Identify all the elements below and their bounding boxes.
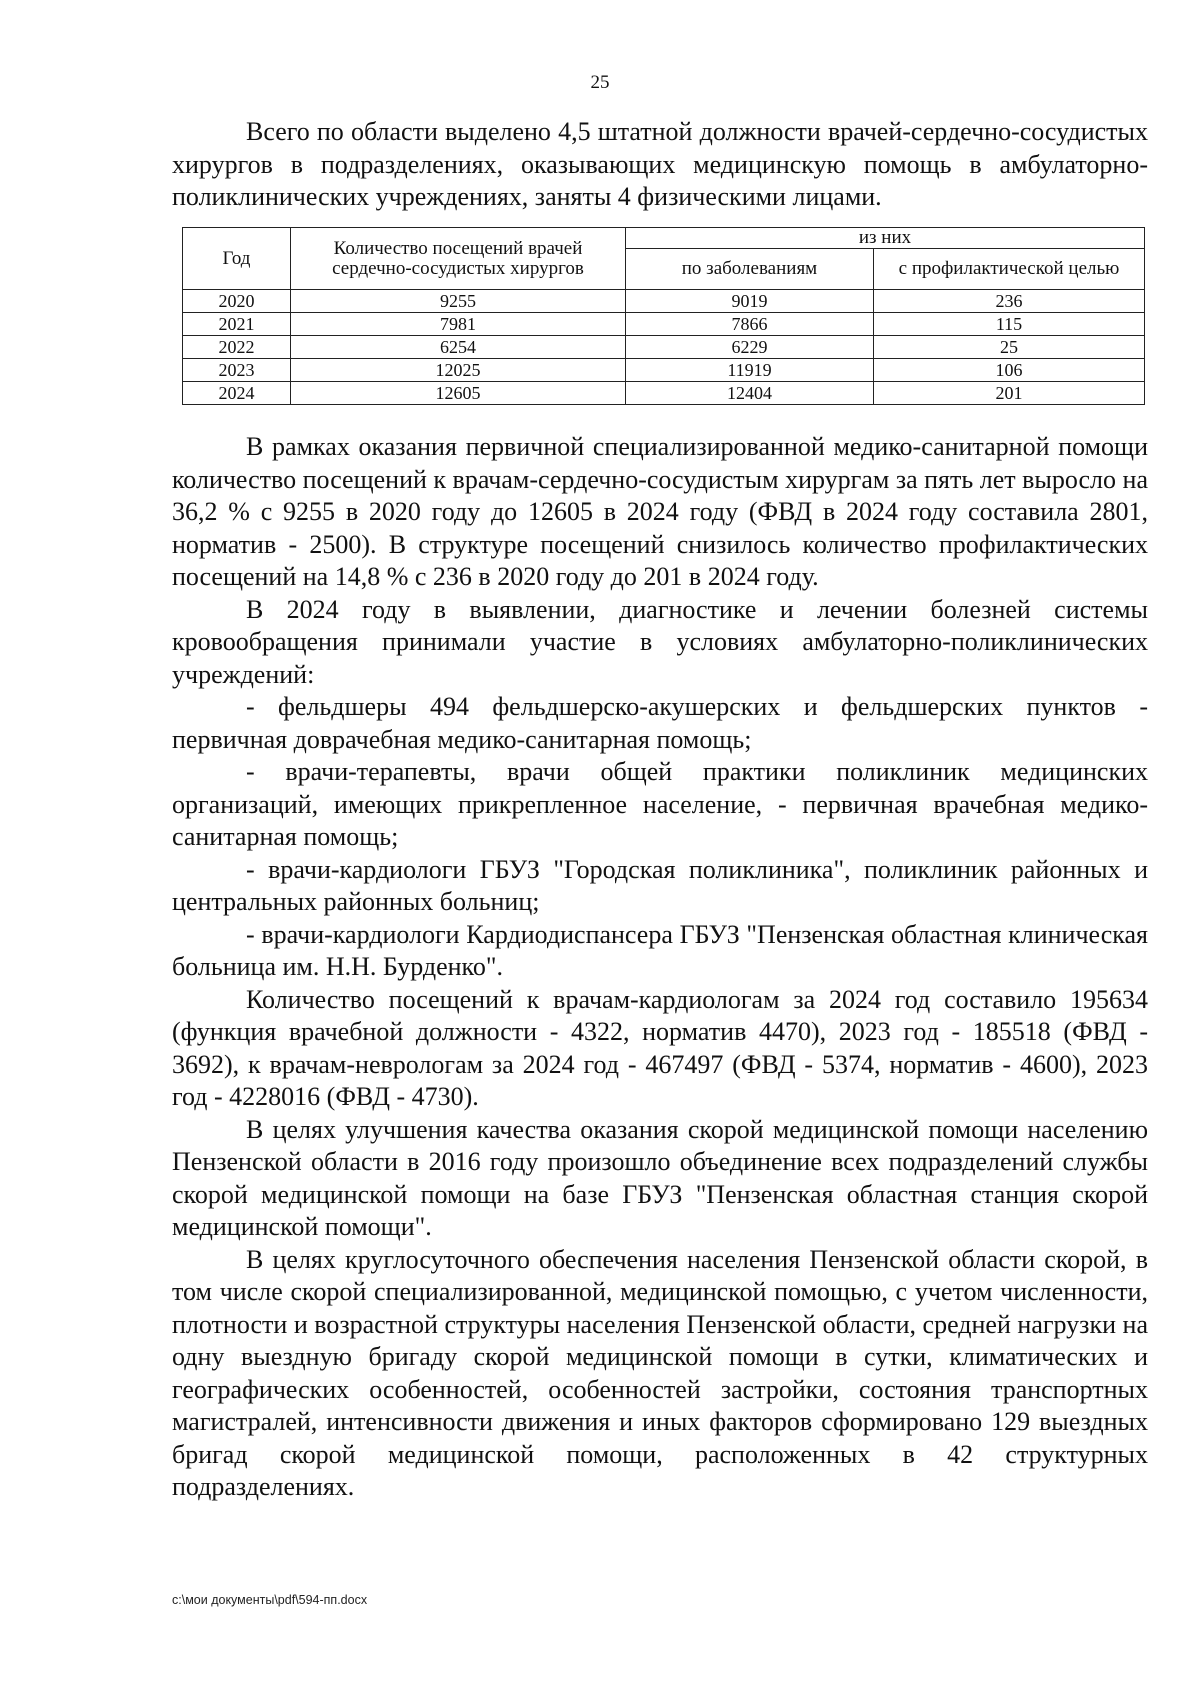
intro-paragraph: Всего по области выделено 4,5 штатной должности врачей-сердечно-сосудистых хирургов в подразделениях, оказывающих медицинскую помощь в амбулаторно-поликлинических учреждениях, заняты 4 физическими лицами.: [172, 117, 1148, 211]
header-by-disease: по заболеваниям: [626, 249, 874, 290]
cell-preventive: 106: [874, 359, 1145, 382]
list-item-cardiologists-city: - врачи-кардиологи ГБУЗ "Городская поликлиника", поликлиник районных и центральных районных больниц;: [172, 854, 1148, 916]
cell-disease: 7866: [626, 313, 874, 336]
cell-year: 2020: [183, 290, 291, 313]
table-row: [183, 313, 1145, 336]
cell-year: 2024: [183, 382, 291, 405]
visits-table-container: [182, 227, 1144, 405]
table-row: [183, 336, 1145, 359]
paragraph-ambulance-merger: В целях улучшения качества оказания скорой медицинской помощи населению Пензенской области в 2016 году произошло объединение всех подразделений службы скорой медицинской помощи на базе ГБУЗ "Пензенская областная станция скорой медицинской помощи".: [172, 1114, 1148, 1241]
cell-disease: 6229: [626, 336, 874, 359]
cell-year: 2022: [183, 336, 291, 359]
table-row: [183, 290, 1145, 313]
cell-total: 6254: [291, 336, 626, 359]
cell-total: 7981: [291, 313, 626, 336]
footer-file-path: c:\мои документы\pdf\594-пп.docx: [172, 1593, 368, 1607]
header-preventive: с профилактической целью: [874, 249, 1145, 290]
paragraph-participants-intro: В 2024 году в выявлении, диагностике и лечении болезней системы кровообращения принимали участие в условиях амбулаторно-поликлинических учреждений:: [172, 594, 1148, 689]
cell-total: 12025: [291, 359, 626, 382]
cell-preventive: 236: [874, 290, 1145, 313]
header-total-visits: Количество посещений врачей сердечно-сосудистых хирургов: [291, 228, 626, 290]
cell-disease: 9019: [626, 290, 874, 313]
list-item-therapists: - врачи-терапевты, врачи общей практики поликлиник медицинских организаций, имеющих прикрепленное население, - первичная врачебная медико-санитарная помощь;: [172, 757, 1148, 851]
table-row: [183, 382, 1145, 405]
cell-preventive: 115: [874, 313, 1145, 336]
table-row: [183, 359, 1145, 382]
paragraph-visits-growth: В рамках оказания первичной специализированной медико-санитарной помощи количество посещений к врачам-сердечно-сосудистым хирургам за пять лет выросло на 36,2 % с 9255 в 2020 году до 12605 в 2024 году (ФВД в 2024 году составила 2801, норматив - 2500). В структуре посещений снизилось количество профилактических посещений на 14,8 % с 236 в 2020 году до 201 в 2024 году.: [172, 432, 1148, 591]
table-header-row: [183, 228, 1145, 249]
header-of-them: из них: [626, 228, 1145, 249]
cell-total: 12605: [291, 382, 626, 405]
visits-table: [182, 227, 1145, 405]
cell-year: 2021: [183, 313, 291, 336]
paragraph-cardiology-visits: Количество посещений к врачам-кардиологам за 2024 год составило 195634 (функция врачебной должности - 4322, норматив 4470), 2023 год - 185518 (ФВД - 3692), к врачам-неврологам за 2024 год - 467497 (ФВД - 5374, норматив - 4600), 2023 год - 4228016 (ФВД - 4730).: [172, 984, 1148, 1111]
cell-year: 2023: [183, 359, 291, 382]
list-item-feldshers: - фельдшеры 494 фельдшерско-акушерских и фельдшерских пунктов - первичная доврачебная медико-санитарная помощь;: [172, 692, 1148, 754]
list-item-cardiologists-dispensary: - врачи-кардиологи Кардиодиспансера ГБУЗ "Пензенская областная клиническая больница им. Н.Н. Бурденко".: [172, 919, 1148, 981]
cell-disease: 12404: [626, 382, 874, 405]
cell-preventive: 25: [874, 336, 1145, 359]
cell-total: 9255: [291, 290, 626, 313]
body-section: [172, 431, 1148, 1504]
header-year: Год: [183, 228, 291, 290]
paragraph-ambulance-teams: В целях круглосуточного обеспечения населения Пензенской области скорой, в том числе скорой специализированной, медицинской помощью, с учетом численности, плотности и возрастной структуры населения Пензенской области, средней нагрузки на одну выездную бригаду скорой медицинской помощи в сутки, климатических и географических особенностей, особенностей застройки, состояния транспортных магистралей, интенсивности движения и иных факторов сформировано 129 выездных бригад скорой медицинской помощи, расположенных в 42 структурных подразделениях.: [172, 1244, 1148, 1501]
page-number: 25: [590, 72, 610, 93]
cell-disease: 11919: [626, 359, 874, 382]
intro-section: [172, 116, 1148, 214]
cell-preventive: 201: [874, 382, 1145, 405]
